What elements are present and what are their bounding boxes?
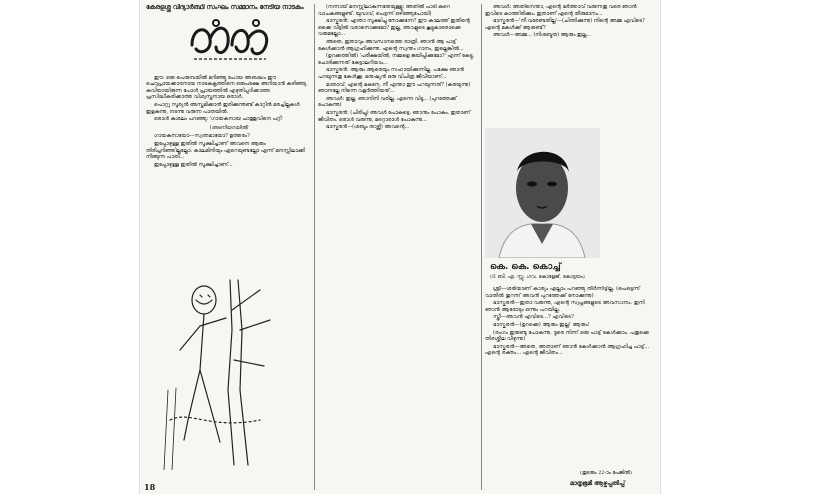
body-paragraph: ഭാസ്കരൻ: എന്താ സൂക്ഷിച്ചു നോക്കുന്നേ? ഈ കാലത്ത് ഇതിന്റെ ഒക്കെ വീട്ടിൽ വരാനൊക്കുമോ? ഇല്ല, അവളുടെ കൂട്ടുകാരൊക്കെ വരുമല്ലോ... (318, 18, 470, 38)
body-paragraph: ഭാസ്കരൻ—ഇതാ വരുന്നു, എന്റെ സ്വപ്നങ്ങളുടെ അവസാനം. ഇനി ഞാൻ ആരോടും ഒന്നും പറയില്ല. (485, 300, 645, 313)
body-paragraph: സ്ത്രീ—അവൻ എവിടെ...? എവിടെ? (493, 314, 574, 321)
body-paragraph: (നന്നായ് മനസ്സിലാകുന്നതേയുള്ളൂ; അതിൽ പാടി കുറെ വാചകങ്ങളുണ്ട്. യുവാവ്, പെട്ടന്ന് ഒഴിഞ്ഞുപോയി) (318, 4, 450, 17)
column-3-upper (485, 4, 655, 124)
column-rule (314, 4, 315, 490)
body-paragraph: ഗായകനായോ—സ്വന്തമായോ? ഉത്തരം? (154, 133, 250, 140)
title-art-logo (186, 15, 274, 67)
body-paragraph: ഈ: ഒരു പെരുമ്പയിൽ മറിഞ്ഞു പോയ അബദ്ധം ഈ ചെറുപ്രായക്കാരനായ നാടകകൃത്തിനെ ഒരുപക്ഷേ അറിയാൻ കഴിഞ്ഞു. കവിയായിരുന്ന പോൾ പ്രായത്തിൽ എഴുതിപ്പഠിക്കാത്ത പ്രസിദ്ധീകരിക്കാത്ത വിശ്വസ്തനായ ഒരാൾ. (146, 74, 308, 101)
stage-direction: (അണിയറയിൽ) (209, 124, 249, 131)
body-paragraph: ഭാസ്കരൻ: ആരും ആരെയും സഹായിക്കുന്നില്ല. പക്ഷേ ഞാൻ പറയുന്നതു കേൾക്കൂ. മനുഷ്യൻ ഒരു വിചിത്ര ജീവിയാണ്... (318, 67, 464, 80)
body-paragraph: ശ്രീ—ശരിയാണ് കാര്യം എല്ലാം പറഞ്ഞു തീർന്നിട്ടില്ല. (പെട്ടെന്ന് വാതിൽ തുറന്ന് അവൻ പുറത്തേക്ക് നോക്കുന്നു) (485, 286, 640, 299)
body-paragraph: മാതാവ്: എന്റെ മകനേ, നീ എന്താ ഈ പറയുന്നത്? (കരയുന്നു) ഞാനല്ലേ നിന്നെ വളർത്തിയത്... (318, 81, 471, 95)
photo-caption-name: കെ. കെ. കൊച്ച് (490, 262, 561, 272)
running-head: കേരളശ്ശ വിദ്യാർത്ഥി സംഘം സമ്മാനം നേടിയ നാടകം (146, 4, 304, 11)
magazine-page (140, 0, 660, 494)
author-photo (485, 128, 600, 258)
column-rule (481, 4, 482, 490)
column-3-lower (485, 286, 655, 482)
body-paragraph: ഭാസ്കരൻ—(ശബ്ദം താഴ്ത്തി) അവന്റെ... (326, 124, 410, 131)
body-paragraph: ഭാസ്കരൻ—അതെ, അതാണ് ഞാൻ കേൾക്കാൻ ആഗ്രഹിച്ച പാട്ട്... എന്റെ രക്തം... എന്റെ ജീവിതം... (485, 343, 650, 357)
body-paragraph: പൊറ്റു സൂര്യൻ അസ്തമിക്കാൻ ഇരിക്കുന്നുണ്ട് കാറ്റിൻ മരച്ചില്ലകൾ ഇളകുന്നു, നടന്നു വരുന്ന പാതയിൽ. (146, 101, 300, 115)
body-paragraph: ഇപ്പോഴുള്ള ഇതിൽ സൂക്ഷിച്ചാണ്... (154, 161, 233, 168)
body-paragraph: ഒരാൾ കുശലം പറഞ്ഞു: 'ഗായകനായ ചാത്തുവിനെ പറ്റി' (154, 116, 283, 123)
body-paragraph: ഭാസ്കരൻ—(ഉറക്കെ) ആരും ഇല്ല! ആരും! (493, 321, 590, 328)
publication-footer: മാതൃഭൂമി ആഴ്ചപ്പതിപ്പ് (570, 480, 625, 487)
body-paragraph: അവൾ—അമ്മ... (നിശബ്ദത) ആരും ഇല്ല... (493, 32, 591, 39)
body-paragraph: അതെ, ഇതാവും അവസാനത്തെ രാത്രി. ഞാൻ ആ പാട്ട് കേൾക്കാൻ ആഗ്രഹിക്കുന്നു. എന്റെ സ്വന്തം ഗാനം, ഇല്ലെങ്കിൽ... (318, 38, 464, 52)
body-paragraph: ഭാസ്കരൻ—'നീ വരേണ്ടതില്ല'—(ചിന്തിക്കുന്നു) നിന്റെ അമ്മ എവിടെ? എന്റെ മകൾക്ക് ആരുണ്ട്? (485, 18, 645, 31)
page-number: 18 (144, 482, 156, 492)
column-2 (318, 4, 478, 484)
continued-note: (തുടരും 22-ാം പേജിൽ) (580, 470, 632, 476)
body-paragraph: ഇപ്പോഴുള്ള ഇതിൽ സൂക്ഷിച്ചാണ് അവനെ ആരും തിരിച്ചറിഞ്ഞില്ലല്ലോ. കാലമിനിയും ഏറെയുണ്ടല്ലോ എന്ന് മനസ്സിലാക്കി നീങ്ങുന്ന പാതി... (146, 140, 306, 161)
figure-illustration (160, 270, 280, 470)
body-paragraph: (രംഗം ഇരുണ്ടു പോകുന്നു. ദൂരെ നിന്ന് ഒരു പാട്ട് കേൾക്കാം. പതുക്കെ തിരശ്ശീല വീഴുന്നു) (485, 329, 650, 343)
photo-caption-subtitle: (II ബി. എ. സ്റ്റു. ഗവ. കോളേജ്, കോട്ടയം) (490, 274, 585, 280)
body-paragraph: (ഉറക്കത്തിൽ) 'പരീക്ഷയിൽ, നമ്മളെ ജയിപ്പിക്കുമോ?' എന്ന് കേട്ടു. ചോദിക്കുന്നത് കേട്ടാലറിയാം... (318, 53, 475, 66)
body-paragraph: ഭാസ്കരൻ: (ചിരിച്ചു) അവൾ പോകട്ടെ. ഞാനും പോകും. ഇതാണ് ജീവിതം. ഒരാൾ വരുന്നു, മറ്റൊരാൾ പോകുന്നു... (318, 109, 471, 123)
body-paragraph: അവൾ: ഇല്ല, ഞാനിനി വരില്ല. എന്നെ വിടൂ... (പുറത്തേക്ക് പോകുന്നു) (318, 95, 457, 109)
body-paragraph: അവൾ: അതിനെന്താ, എന്റെ ഭർത്താവ് വരുന്നതു വരെ ഞാൻ ഇവിടെ കാത്തിരിക്കും. ഇതാണ് എന്റെ തീരുമാനം... (485, 4, 637, 17)
